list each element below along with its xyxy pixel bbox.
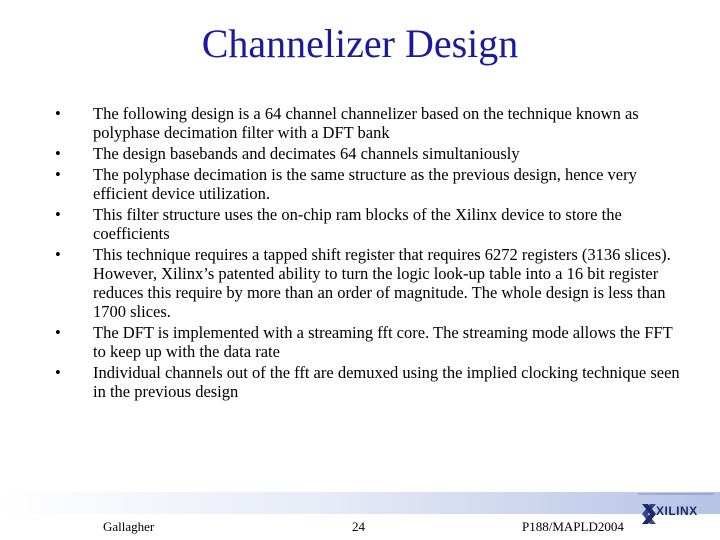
bullet-item — [55, 165, 685, 203]
bullet-text: Individual channels out of the fft are demuxed using the implied clocking technique seen in the previous design — [93, 363, 680, 401]
footer-author: Gallagher — [103, 519, 155, 534]
bullet-icon: • — [55, 205, 61, 224]
bullet-text: The polyphase decimation is the same structure as the previous design, hence very efficient device utilization. — [93, 165, 637, 203]
bullet-text: The DFT is implemented with a streaming fft core. The streaming mode allows the FFT to keep up with the data rate — [93, 323, 673, 361]
bullet-icon: • — [55, 323, 61, 342]
footer-page-number: 24 — [352, 519, 365, 534]
bullet-text: The following design is a 64 channel channelizer based on the technique known as polyphase decimation filter with a DFT bank — [93, 104, 639, 142]
xilinx-logo-icon — [636, 486, 716, 534]
bullet-item — [55, 104, 685, 142]
bullet-icon: • — [55, 165, 61, 184]
logo-text: XILINX — [656, 504, 698, 518]
bullet-list — [55, 104, 685, 403]
slide-title: Channelizer Design — [201, 21, 519, 66]
bullet-item — [55, 144, 685, 163]
bullet-icon: • — [55, 144, 61, 163]
footer-bar — [0, 492, 720, 514]
footer-reference: P188/MAPLD2004 — [522, 519, 624, 534]
bullet-item — [55, 323, 685, 361]
bullet-icon: • — [55, 245, 61, 264]
bullet-item — [55, 205, 685, 243]
bullet-text: This technique requires a tapped shift register that requires 6272 registers (3136 slices). However, Xilinx’s patented ability to turn the logic look-up table into a 16 bit register reduces this require by more than an order of magnitude. The whole design is less than 1700 slices. — [93, 245, 671, 321]
bullet-item — [55, 245, 685, 321]
bullet-icon: • — [55, 363, 61, 382]
bullet-text: The design basebands and decimates 64 channels simultaniously — [93, 144, 520, 163]
bullet-text: This filter structure uses the on-chip ram blocks of the Xilinx device to store the coefficients — [93, 205, 622, 243]
bullet-icon: • — [55, 104, 61, 123]
bullet-item — [55, 363, 685, 401]
